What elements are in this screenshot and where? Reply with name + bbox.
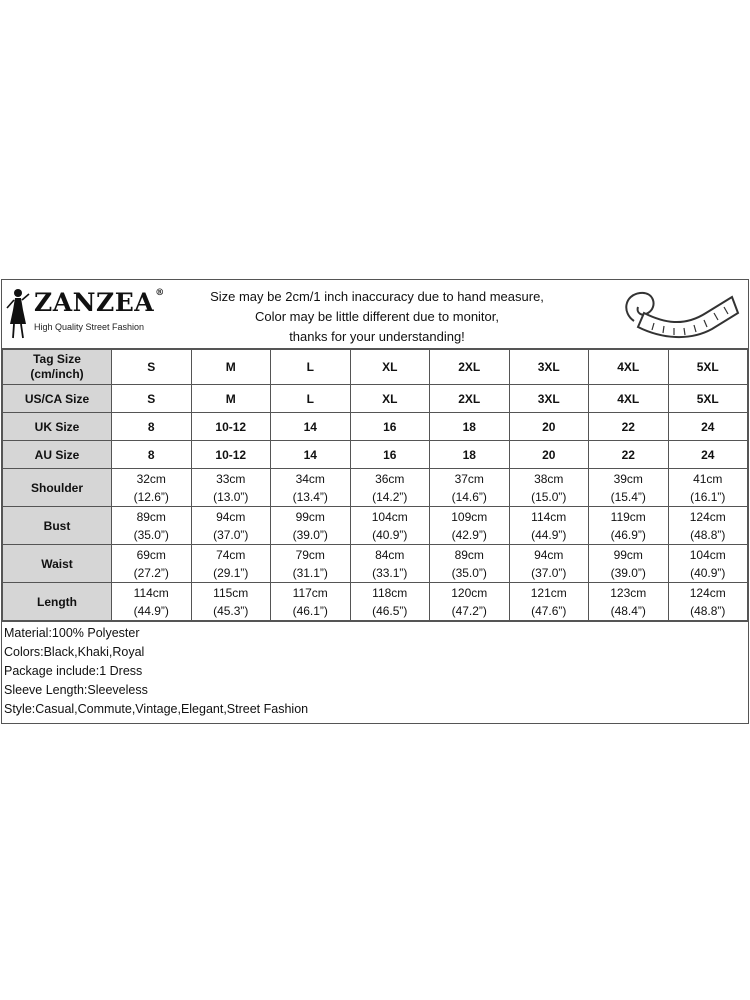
brand-name: ZANZEA® [34, 288, 165, 317]
table-cell [668, 545, 748, 583]
cm-value: 89cm [136, 509, 166, 524]
inch-value: (40.9”) [372, 527, 408, 542]
notice-line: Color may be little different due to monitor, [255, 309, 499, 324]
table-cell [112, 583, 192, 621]
table-cell: 20 [509, 413, 589, 441]
inch-value: (48.8”) [690, 527, 726, 542]
measuring-tape-icon [614, 283, 740, 345]
notice-line: thanks for your understanding! [289, 329, 465, 344]
cm-value: 119cm [610, 509, 646, 524]
table-cell: 8 [112, 441, 192, 469]
inch-value: (42.9”) [451, 527, 487, 542]
cm-value: 94cm [216, 509, 246, 524]
inch-value: (12.6”) [133, 489, 169, 504]
registered-mark: ® [155, 288, 165, 298]
detail-line: Sleeve Length:Sleeveless [4, 683, 148, 697]
table-cell: M [191, 350, 271, 385]
inch-value: (46.9”) [610, 527, 646, 542]
detail-line: Material:100% Polyester [4, 626, 140, 640]
table-cell [191, 545, 271, 583]
inch-value: (47.6”) [531, 603, 567, 618]
cm-value: 74cm [216, 547, 246, 562]
inch-value: (14.6”) [451, 489, 487, 504]
inch-value: (47.2”) [451, 603, 487, 618]
row-label: Waist [3, 545, 112, 583]
table-cell: M [191, 385, 271, 413]
table-cell: 8 [112, 413, 192, 441]
row-label: UK Size [3, 413, 112, 441]
table-cell: 10-12 [191, 413, 271, 441]
cm-value: 39cm [613, 471, 643, 486]
table-cell: 2XL [430, 350, 510, 385]
detail-line: Colors:Black,Khaki,Royal [4, 645, 145, 659]
table-cell [589, 469, 669, 507]
table-cell: 24 [668, 441, 748, 469]
table-cell: 4XL [589, 350, 669, 385]
brand-tagline: High Quality Street Fashion [34, 322, 145, 332]
cm-value: 104cm [371, 509, 408, 524]
table-cell: L [271, 350, 351, 385]
row-label: Shoulder [3, 469, 112, 507]
table-cell: 5XL [668, 350, 748, 385]
table-cell: 14 [271, 441, 351, 469]
inch-value: (48.4”) [610, 603, 646, 618]
chart-header [2, 280, 748, 349]
cm-value: 121cm [530, 585, 567, 600]
table-cell: 3XL [509, 385, 589, 413]
row-label: Bust [3, 507, 112, 545]
cm-value: 33cm [216, 471, 246, 486]
table-cell [271, 507, 351, 545]
inch-value: (44.9”) [531, 527, 567, 542]
row-label: US/CA Size [3, 385, 112, 413]
cm-value: 41cm [693, 471, 723, 486]
table-cell: 16 [350, 441, 430, 469]
size-chart [1, 279, 749, 724]
table-cell [271, 583, 351, 621]
table-cell [430, 469, 510, 507]
table-cell [271, 469, 351, 507]
inch-value: (35.0”) [451, 565, 487, 580]
table-row [3, 469, 748, 507]
table-cell [589, 583, 669, 621]
cm-value: 114cm [531, 509, 567, 524]
inch-value: (46.5”) [372, 603, 408, 618]
inch-value: (37.0”) [213, 527, 249, 542]
inch-value: (35.0”) [133, 527, 169, 542]
table-cell [350, 545, 430, 583]
table-row [3, 350, 748, 385]
table-cell: XL [350, 385, 430, 413]
notice-line: Size may be 2cm/1 inch inaccuracy due to hand measure, [210, 289, 544, 304]
table-cell [430, 583, 510, 621]
inch-value: (15.0”) [531, 489, 567, 504]
table-cell [191, 507, 271, 545]
table-cell: 24 [668, 413, 748, 441]
cm-value: 94cm [534, 547, 564, 562]
inch-value: (40.9”) [690, 565, 726, 580]
table-cell: 20 [509, 441, 589, 469]
table-cell: S [112, 385, 192, 413]
table-cell: 18 [430, 413, 510, 441]
table-row [3, 507, 748, 545]
inch-value: (16.1”) [690, 489, 726, 504]
row-label: Length [3, 583, 112, 621]
table-row [3, 441, 748, 469]
table-cell [191, 469, 271, 507]
inch-value: (46.1”) [292, 603, 328, 618]
cm-value: 34cm [295, 471, 325, 486]
detail-line: Package include:1 Dress [4, 664, 143, 678]
table-cell: 14 [271, 413, 351, 441]
table-cell [112, 507, 192, 545]
cm-value: 109cm [451, 509, 488, 524]
table-cell: 3XL [509, 350, 589, 385]
table-cell: XL [350, 350, 430, 385]
measurement-rows [3, 469, 748, 621]
cm-value: 115cm [213, 585, 249, 600]
cm-value: 104cm [689, 547, 726, 562]
table-cell: 18 [430, 441, 510, 469]
table-cell: 4XL [589, 385, 669, 413]
cm-value: 38cm [534, 471, 564, 486]
table-cell [112, 545, 192, 583]
table-cell: 5XL [668, 385, 748, 413]
table-cell [589, 507, 669, 545]
table-cell [509, 507, 589, 545]
inch-value: (33.1”) [372, 565, 408, 580]
measurement-notice [182, 287, 572, 347]
table-cell [430, 545, 510, 583]
detail-line: Style:Casual,Commute,Vintage,Elegant,Street Fashion [4, 702, 309, 716]
cm-value: 124cm [689, 585, 726, 600]
brand-logo [4, 286, 164, 342]
table-cell [668, 507, 748, 545]
inch-value: (45.3”) [213, 603, 249, 618]
table-cell [668, 583, 748, 621]
inch-value: (37.0”) [531, 565, 567, 580]
table-cell [350, 507, 430, 545]
cm-value: 118cm [372, 585, 408, 600]
inch-value: (13.4”) [292, 489, 328, 504]
inch-value: (27.2”) [133, 565, 169, 580]
table-cell [509, 545, 589, 583]
table-cell: 22 [589, 441, 669, 469]
row-label: AU Size [3, 441, 112, 469]
inch-value: (44.9”) [133, 603, 169, 618]
cm-value: 36cm [375, 471, 405, 486]
inch-value: (13.0”) [213, 489, 249, 504]
cm-value: 99cm [613, 547, 643, 562]
cm-value: 79cm [295, 547, 325, 562]
table-cell: S [112, 350, 192, 385]
table-cell [350, 469, 430, 507]
table-cell: 10-12 [191, 441, 271, 469]
table-cell: 2XL [430, 385, 510, 413]
cm-value: 32cm [136, 471, 166, 486]
size-rows [3, 350, 748, 469]
cm-value: 120cm [451, 585, 488, 600]
table-row [3, 385, 748, 413]
table-cell [112, 469, 192, 507]
table-cell [668, 469, 748, 507]
table-cell [191, 583, 271, 621]
table-cell [509, 583, 589, 621]
cm-value: 69cm [136, 547, 166, 562]
table-row [3, 545, 748, 583]
size-table [2, 349, 748, 621]
inch-value: (14.2”) [372, 489, 408, 504]
table-cell [350, 583, 430, 621]
table-row [3, 413, 748, 441]
table-cell: 16 [350, 413, 430, 441]
cm-value: 114cm [133, 585, 169, 600]
row-label: Tag Size (cm/inch) [3, 350, 112, 385]
table-cell [509, 469, 589, 507]
inch-value: (39.0”) [610, 565, 646, 580]
cm-value: 89cm [454, 547, 484, 562]
table-cell [271, 545, 351, 583]
table-cell [589, 545, 669, 583]
model-silhouette-icon [4, 286, 32, 342]
product-details [2, 621, 748, 723]
table-row [3, 583, 748, 621]
table-cell: 22 [589, 413, 669, 441]
inch-value: (48.8”) [690, 603, 726, 618]
table-cell [430, 507, 510, 545]
inch-value: (39.0”) [292, 527, 328, 542]
cm-value: 99cm [295, 509, 325, 524]
cm-value: 123cm [610, 585, 647, 600]
inch-value: (15.4”) [610, 489, 646, 504]
table-cell: L [271, 385, 351, 413]
inch-value: (31.1”) [292, 565, 328, 580]
inch-value: (29.1”) [213, 565, 249, 580]
cm-value: 124cm [689, 509, 726, 524]
cm-value: 37cm [454, 471, 484, 486]
cm-value: 84cm [375, 547, 405, 562]
cm-value: 117cm [292, 585, 328, 600]
